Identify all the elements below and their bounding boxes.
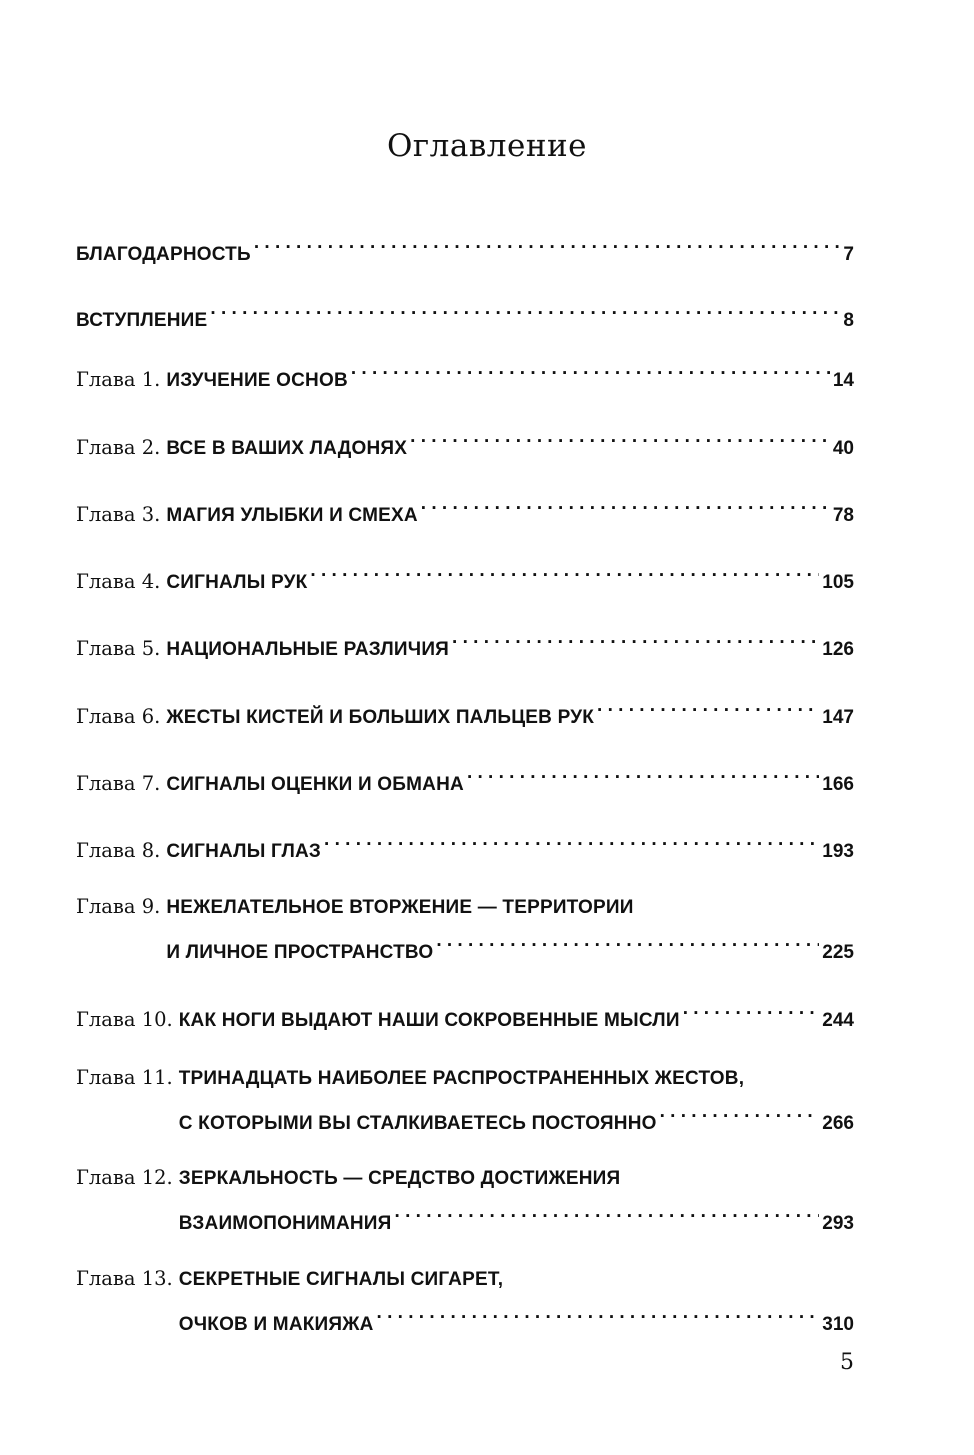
chapter-number: Глава 3. [76,503,161,526]
chapter-number: Глава 13. [76,1267,173,1290]
toc-entry [76,1262,854,1335]
dot-leader [210,292,840,326]
chapter-number: Глава 12. [76,1166,173,1189]
chapter-number: Глава 11. [76,1066,173,1089]
toc-line [76,924,854,963]
chapter-number: Глава 4. [76,570,161,593]
chapter-number: Глава 9. [76,895,161,918]
toc-page-number: 8 [843,310,854,331]
toc-page-number: 310 [822,1314,854,1335]
chapter-title: ИЗУЧЕНИЕ ОСНОВ [166,370,348,391]
toc-line [76,823,854,862]
chapter-number: Глава 5. [76,637,161,660]
dot-leader [436,924,819,958]
chapter-title: ВСТУПЛЕНИЕ [76,310,208,331]
toc-line [76,1095,854,1134]
toc-page-number: 293 [822,1213,854,1234]
toc-line [76,554,854,593]
toc-line [76,1262,854,1296]
dot-leader [377,1296,820,1330]
dot-leader [410,420,830,454]
chapter-title: СИГНАЛЫ ОЦЕНКИ И ОБМАНА [166,774,464,795]
dot-leader [395,1195,820,1229]
chapter-number: Глава 6. [76,705,161,728]
toc-entry [76,226,854,265]
dot-leader [597,689,819,723]
toc-page-number: 147 [822,707,854,728]
chapter-number: Глава 2. [76,436,161,459]
dot-leader [660,1095,820,1129]
chapter-title: БЛАГОДАРНОСТЬ [76,244,251,265]
toc-page-number: 105 [822,572,854,593]
dot-leader [254,226,841,260]
dot-leader [683,992,820,1026]
chapter-title: МАГИЯ УЛЫБКИ И СМЕХА [166,505,418,526]
toc-entry [76,420,854,459]
toc-line [76,890,854,924]
chapter-title: КАК НОГИ ВЫДАЮТ НАШИ СОКРОВЕННЫЕ МЫСЛИ [178,1010,680,1031]
toc-page-number: 166 [822,774,854,795]
dot-leader [310,554,819,588]
toc-line [76,621,854,660]
toc-entry [76,1061,854,1134]
toc-line [76,292,854,331]
chapter-number: Глава 1. [76,368,161,391]
dot-leader [324,823,819,857]
chapter-title: СЕКРЕТНЫЕ СИГНАЛЫ СИГАРЕТ, [178,1269,504,1290]
dot-leader [467,756,819,790]
toc-line [76,226,854,265]
toc-entry [76,352,854,391]
chapter-title: СИГНАЛЫ ГЛАЗ [166,841,322,862]
toc-line [76,1296,854,1335]
toc-line [76,352,854,391]
toc-line [76,1161,854,1195]
toc-line [76,487,854,526]
toc-entry [76,292,854,331]
chapter-title: С КОТОРЫМИ ВЫ СТАЛКИВАЕТЕСЬ ПОСТОЯННО [178,1113,657,1134]
toc-page-number: 78 [832,505,854,526]
toc-entry [76,621,854,660]
page-title: Оглавление [387,128,587,164]
chapter-title: И ЛИЧНОЕ ПРОСТРАНСТВО [166,942,434,963]
dot-leader [351,352,830,386]
toc-entry [76,487,854,526]
chapter-title: ВСЕ В ВАШИХ ЛАДОНЯХ [166,438,408,459]
toc-page-number: 14 [832,370,854,391]
toc-page-number: 266 [822,1113,854,1134]
chapter-title: НЕЖЕЛАТЕЛЬНОЕ ВТОРЖЕНИЕ — ТЕРРИТОРИИ [166,897,634,918]
toc-entry [76,823,854,862]
chapter-title: СИГНАЛЫ РУК [166,572,308,593]
toc-entry [76,992,854,1031]
dot-leader [421,487,830,521]
toc-page-number: 193 [822,841,854,862]
chapter-number: Глава 7. [76,772,161,795]
toc-entry [76,689,854,728]
toc-entry [76,890,854,963]
toc-entry [76,756,854,795]
chapter-title: ТРИНАДЦАТЬ НАИБОЛЕЕ РАСПРОСТРАНЕННЫХ ЖЕСТОВ, [178,1068,745,1089]
chapter-title: ЗЕРКАЛЬНОСТЬ — СРЕДСТВО ДОСТИЖЕНИЯ [178,1168,621,1189]
toc-line [76,1195,854,1234]
toc-entry [76,1161,854,1234]
toc-page-number: 244 [822,1010,854,1031]
toc-line [76,420,854,459]
toc-page-number: 40 [832,438,854,459]
toc-line [76,689,854,728]
toc-line [76,992,854,1031]
chapter-title: ОЧКОВ И МАКИЯЖА [178,1314,374,1335]
chapter-number: Глава 10. [76,1008,173,1031]
dot-leader [452,621,819,655]
toc-line [76,1061,854,1095]
toc-page-number: 7 [843,244,854,265]
chapter-title: ЖЕСТЫ КИСТЕЙ И БОЛЬШИХ ПАЛЬЦЕВ РУК [166,707,595,728]
page-number: 5 [840,1350,854,1375]
chapter-title: ВЗАИМОПОНИМАНИЯ [178,1213,392,1234]
toc-page-number: 225 [822,942,854,963]
chapter-title: НАЦИОНАЛЬНЫЕ РАЗЛИЧИЯ [166,639,450,660]
toc-line [76,756,854,795]
toc-page-number: 126 [822,639,854,660]
toc-entry [76,554,854,593]
chapter-number: Глава 8. [76,839,161,862]
